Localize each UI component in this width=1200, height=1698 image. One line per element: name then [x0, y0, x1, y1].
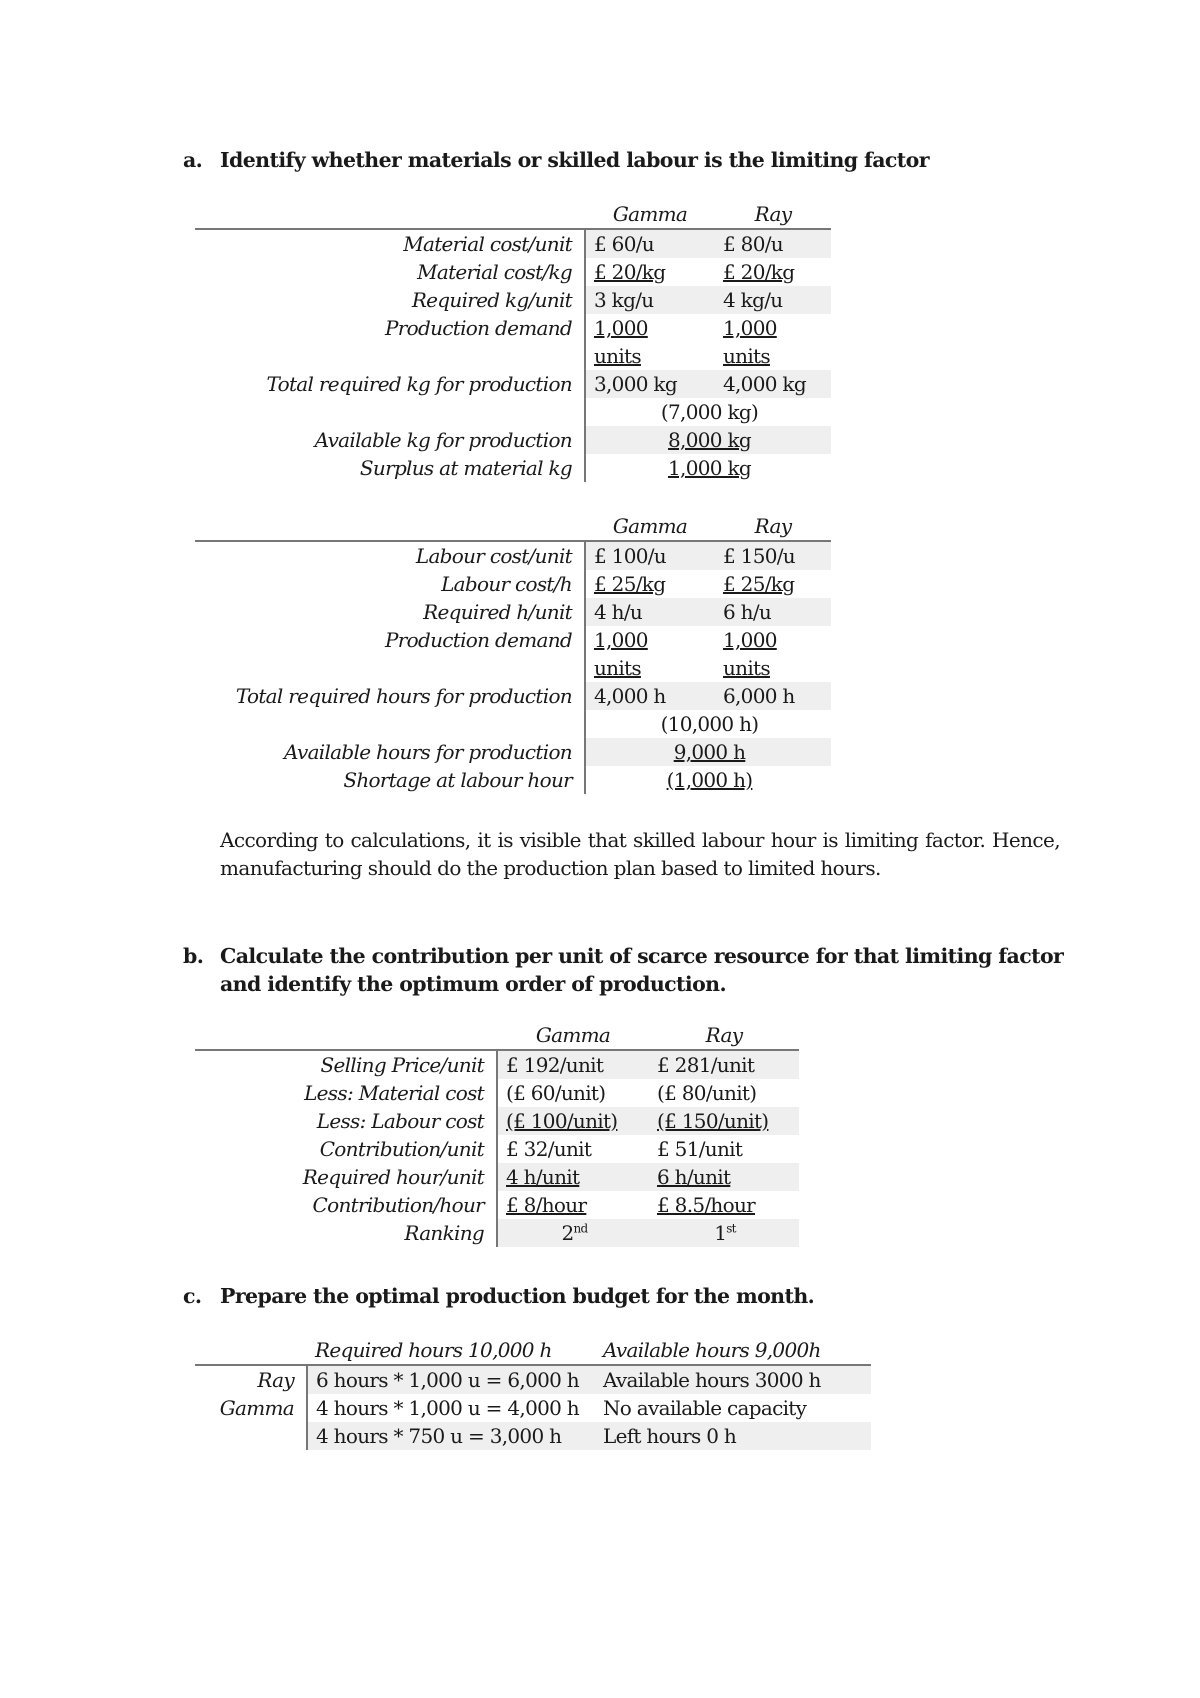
- row-label: Total required hours for production: [195, 682, 585, 710]
- row-label: Shortage at labour hour: [195, 766, 585, 794]
- row-label: Available kg for production: [195, 426, 585, 454]
- row-label: [195, 398, 585, 426]
- gamma-value: £ 192/unit: [497, 1050, 649, 1079]
- ray-value: £ 20/kg: [723, 260, 795, 284]
- section-b-title: Calculate the contribution per unit of scarce resource for that limiting factor and identify the optimum order of production.: [220, 944, 1064, 996]
- table-row: [195, 682, 831, 710]
- available-value: [585, 426, 831, 454]
- row-label: Labour cost/h: [195, 570, 585, 598]
- ray-value: £ 25/kg: [723, 572, 795, 596]
- gamma-rank-suffix: nd: [573, 1221, 588, 1236]
- calc-value: 6 hours * 1,000 u = 6,000 h: [307, 1365, 595, 1394]
- gamma-value: units: [594, 656, 641, 680]
- row-label: [195, 654, 585, 682]
- table-row: [195, 570, 831, 598]
- table-row: [195, 454, 831, 482]
- calc-value: 4 hours * 750 u = 3,000 h: [307, 1422, 595, 1450]
- shortage-text: (1,000 h): [666, 768, 753, 792]
- ray-value: £ 281/unit: [649, 1050, 799, 1079]
- gamma-value: 4 h/u: [585, 598, 715, 626]
- contribution-col-gamma: Gamma: [497, 1021, 649, 1050]
- ray-value: units: [723, 344, 770, 368]
- row-label: Production demand: [195, 314, 585, 342]
- section-b-letter: b.: [183, 944, 204, 968]
- production-budget-table: [195, 1336, 871, 1450]
- labour-table: [195, 512, 831, 794]
- labour-col-ray: Ray: [715, 512, 831, 541]
- ray-ranking: [649, 1219, 799, 1247]
- ray-value: 1,000: [723, 316, 777, 340]
- table-row: [195, 426, 831, 454]
- table-row: [195, 258, 831, 286]
- section-c-letter: c.: [183, 1284, 202, 1308]
- gamma-value: units: [594, 344, 641, 368]
- ray-value: 6,000 h: [715, 682, 831, 710]
- row-label: Contribution/unit: [195, 1135, 497, 1163]
- result-value: No available capacity: [603, 1396, 807, 1420]
- section-a-title: Identify whether materials or skilled labour is the limiting factor: [220, 148, 929, 172]
- ray-value: 1,000: [723, 628, 777, 652]
- materials-header-row: [195, 200, 831, 229]
- budget-col-available: Available hours 9,000h: [595, 1336, 871, 1365]
- table-row: [195, 1219, 799, 1247]
- table-row: [195, 398, 831, 426]
- table-row: [195, 1079, 799, 1107]
- table-row: [195, 1365, 871, 1394]
- gamma-value: £ 20/kg: [594, 260, 666, 284]
- table-row: [195, 314, 831, 342]
- table-row: [195, 286, 831, 314]
- gamma-value: (£ 100/unit): [497, 1107, 649, 1135]
- table-row: [195, 1191, 799, 1219]
- section-c-title: Prepare the optimal production budget for the month.: [220, 1284, 815, 1308]
- gamma-value: £ 60/u: [585, 229, 715, 258]
- row-label: Less: Labour cost: [195, 1107, 497, 1135]
- table-row: [195, 1050, 799, 1079]
- ray-value: (£ 150/unit): [649, 1107, 799, 1135]
- row-label: Selling Price/unit: [195, 1050, 497, 1079]
- gamma-value: 4 h/unit: [497, 1163, 649, 1191]
- conclusion-paragraph: According to calculations, it is visible that skilled labour hour is limiting factor. Hence, manufacturing should do the production plan based to limited hours.: [220, 828, 1060, 880]
- budget-col-required: Required hours 10,000 h: [307, 1336, 595, 1365]
- section-b-heading: [183, 942, 1083, 998]
- surplus-text: 1,000 kg: [668, 456, 751, 480]
- row-label: Ranking: [195, 1219, 497, 1247]
- row-label: Required hour/unit: [195, 1163, 497, 1191]
- gamma-value: £ 25/kg: [594, 572, 666, 596]
- gamma-rank-number: 2: [561, 1221, 574, 1245]
- available-text: 9,000 h: [673, 740, 746, 764]
- row-label: [195, 710, 585, 738]
- row-label: Surplus at material kg: [195, 454, 585, 482]
- row-label: Available hours for production: [195, 738, 585, 766]
- row-label: [195, 342, 585, 370]
- table-row: [195, 229, 831, 258]
- ray-value: £ 51/unit: [657, 1137, 743, 1161]
- table-row: [195, 1107, 799, 1135]
- ray-value: £ 8.5/hour: [657, 1193, 755, 1217]
- result-value: Available hours 3000 h: [595, 1365, 871, 1394]
- contribution-header-row: [195, 1021, 799, 1050]
- row-label: Required kg/unit: [195, 286, 585, 314]
- labour-col-gamma: Gamma: [585, 512, 715, 541]
- ray-rank-suffix: st: [726, 1221, 736, 1236]
- ray-value: 6 h/unit: [649, 1163, 799, 1191]
- materials-col-gamma: Gamma: [585, 200, 715, 229]
- table-row: [195, 738, 831, 766]
- available-text: 8,000 kg: [668, 428, 751, 452]
- result-value: Left hours 0 h: [595, 1422, 871, 1450]
- contribution-table: [195, 1021, 799, 1247]
- gamma-value: 3,000 kg: [585, 370, 715, 398]
- calc-value: 4 hours * 1,000 u = 4,000 h: [316, 1396, 579, 1420]
- gamma-value: £ 100/u: [585, 541, 715, 570]
- row-label: Material cost/kg: [195, 258, 585, 286]
- table-row: [195, 342, 831, 370]
- ray-value: £ 80/u: [715, 229, 831, 258]
- materials-table: [195, 200, 831, 482]
- row-label: Material cost/unit: [195, 229, 585, 258]
- ray-value: units: [723, 656, 770, 680]
- total-value: (10,000 h): [660, 712, 759, 736]
- gamma-ranking: [497, 1219, 649, 1247]
- row-label: Production demand: [195, 626, 585, 654]
- row-label: Total required kg for production: [195, 370, 585, 398]
- labour-header-row: [195, 512, 831, 541]
- gamma-value: £ 8/hour: [506, 1193, 587, 1217]
- ray-value: 4,000 kg: [715, 370, 831, 398]
- ray-value: £ 150/u: [715, 541, 831, 570]
- table-row: [195, 626, 831, 654]
- gamma-value: 1,000: [594, 628, 648, 652]
- contribution-col-ray: Ray: [649, 1021, 799, 1050]
- surplus-value: [585, 454, 831, 482]
- ray-value: (£ 80/unit): [657, 1081, 757, 1105]
- gamma-value: 4,000 h: [585, 682, 715, 710]
- budget-header-row: [195, 1336, 871, 1365]
- available-value: [585, 738, 831, 766]
- table-row: [195, 370, 831, 398]
- table-row: [195, 766, 831, 794]
- ray-rank-number: 1: [714, 1221, 727, 1245]
- row-label: Gamma: [195, 1394, 307, 1422]
- shortage-value: [585, 766, 831, 794]
- table-row: [195, 1422, 871, 1450]
- ray-value: 6 h/u: [715, 598, 831, 626]
- row-label: Labour cost/unit: [195, 541, 585, 570]
- table-row: [195, 541, 831, 570]
- table-row: [195, 1135, 799, 1163]
- materials-col-ray: Ray: [715, 200, 831, 229]
- table-row: [195, 1163, 799, 1191]
- row-label: Ray: [195, 1365, 307, 1394]
- gamma-value: £ 32/unit: [506, 1137, 592, 1161]
- ray-value: 4 kg/u: [715, 286, 831, 314]
- table-row: [195, 710, 831, 738]
- table-row: [195, 654, 831, 682]
- section-a-letter: a.: [183, 148, 203, 172]
- row-label: Less: Material cost: [195, 1079, 497, 1107]
- row-label: [195, 1422, 307, 1450]
- row-label: Contribution/hour: [195, 1191, 497, 1219]
- gamma-value: (£ 60/unit): [506, 1081, 606, 1105]
- table-row: [195, 1394, 871, 1422]
- row-label: Required h/unit: [195, 598, 585, 626]
- table-row: [195, 598, 831, 626]
- total-value: (7,000 kg): [660, 400, 759, 424]
- gamma-value: 1,000: [594, 316, 648, 340]
- gamma-value: 3 kg/u: [585, 286, 715, 314]
